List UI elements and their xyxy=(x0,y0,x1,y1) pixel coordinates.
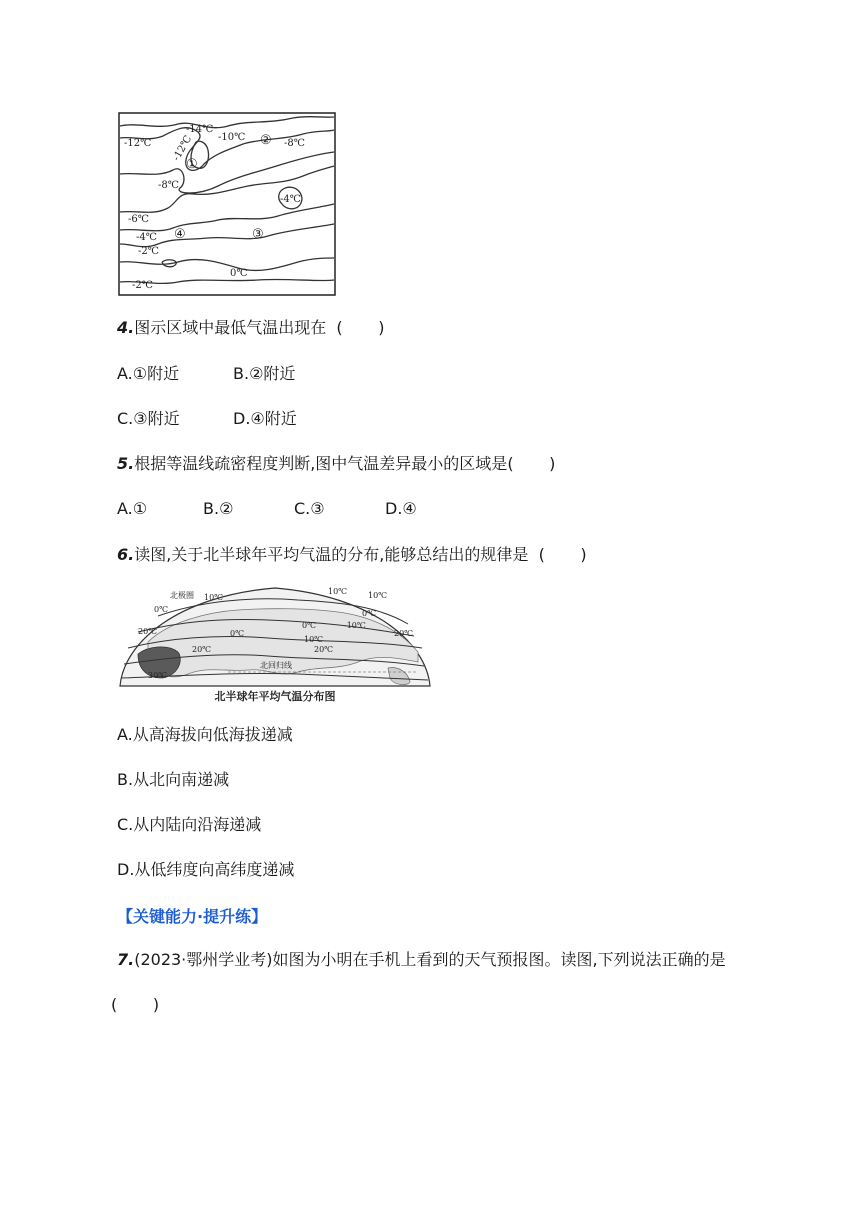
option-d[interactable]: D.从低纬度向高纬度递减 xyxy=(117,860,295,879)
question-5 xyxy=(117,453,555,475)
region-marker-2: ② xyxy=(260,133,272,148)
option-d[interactable]: D.④ xyxy=(385,499,417,518)
isotherm-label: 10℃ xyxy=(368,591,388,600)
isotherm-label: 0℃ xyxy=(302,621,317,630)
answer-blank: ( ) xyxy=(336,318,385,337)
question-4 xyxy=(117,317,385,339)
isotherm-label: -12℃ xyxy=(171,133,195,163)
isotherm-label: -2℃ xyxy=(138,246,159,257)
isotherm-label: 0℃ xyxy=(230,268,248,279)
hemisphere-temperature-map xyxy=(118,582,432,706)
option-b[interactable]: B.从北向南递减 xyxy=(117,770,230,789)
question-number: 4. xyxy=(117,318,135,337)
option-a[interactable]: A.① xyxy=(117,499,148,518)
map-label: 北极圈 xyxy=(170,591,194,600)
isotherm-label: 10℃ xyxy=(304,635,324,644)
map-caption: 北半球年平均气温分布图 xyxy=(214,690,336,703)
isotherm-label: 20℃ xyxy=(192,645,212,654)
region-marker-3: ③ xyxy=(252,227,264,242)
isotherm-label: -12℃ xyxy=(124,138,152,149)
isotherm-label: 0℃ xyxy=(362,609,377,618)
isotherm-label: 20℃ xyxy=(314,645,334,654)
region-marker-4: ④ xyxy=(174,227,186,242)
isotherm-label: -4℃ xyxy=(136,232,157,243)
option-a[interactable]: A.从高海拔向低海拔递减 xyxy=(117,725,293,744)
option-b[interactable]: B.②附近 xyxy=(233,364,296,383)
isotherm-label: 20℃ xyxy=(138,627,158,636)
isotherm-label: -4℃ xyxy=(280,194,301,205)
region-marker-1: ① xyxy=(186,157,198,172)
section-heading: 【关键能力·提升练】 xyxy=(117,907,268,926)
isotherm-label: 0℃ xyxy=(230,629,245,638)
option-c[interactable]: C.从内陆向沿海递减 xyxy=(117,815,262,834)
option-a[interactable]: A.①附近 xyxy=(117,364,180,383)
question-text: 读图,关于北半球年平均气温的分布,能够总结出的规律是 xyxy=(134,545,529,564)
question-text: (2023·鄂州学业考)如图为小明在手机上看到的天气预报图。读图,下列说法正确的是 xyxy=(134,950,726,969)
option-d[interactable]: D.④附近 xyxy=(233,409,297,428)
answer-blank: ( ) xyxy=(111,995,160,1014)
answer-blank: ( ) xyxy=(538,545,587,564)
isotherm-label: -8℃ xyxy=(284,138,305,149)
isotherm-label: -10℃ xyxy=(218,132,246,143)
option-c[interactable]: C.③附近 xyxy=(117,409,180,428)
isotherm-label: -10℃ xyxy=(344,621,366,630)
question-number: 6. xyxy=(117,545,135,564)
isotherm-label: 30℃ xyxy=(148,671,168,680)
isotherm-label: 0℃ xyxy=(154,605,169,614)
question-6 xyxy=(117,544,587,566)
option-b[interactable]: B.② xyxy=(203,499,234,518)
question-number: 7. xyxy=(117,950,135,969)
isotherm-label: -2℃ xyxy=(132,280,153,291)
isotherm-label: 10℃ xyxy=(204,593,224,602)
isotherm-label: -14℃ xyxy=(186,124,214,135)
isotherm-label: -8℃ xyxy=(158,180,179,191)
isotherm-label: 20℃ xyxy=(394,629,414,638)
answer-blank: ( ) xyxy=(507,454,556,473)
question-text: 图示区域中最低气温出现在 xyxy=(134,318,327,337)
isotherm-map-figure xyxy=(118,112,336,296)
option-c[interactable]: C.③ xyxy=(294,499,325,518)
map-label: 北回归线 xyxy=(260,661,292,670)
question-text: 根据等温线疏密程度判断,图中气温差异最小的区域是 xyxy=(134,454,508,473)
question-number: 5. xyxy=(117,454,135,473)
isotherm-label: 10℃ xyxy=(328,587,348,596)
isotherm-label: -6℃ xyxy=(128,214,149,225)
question-7 xyxy=(117,949,726,971)
